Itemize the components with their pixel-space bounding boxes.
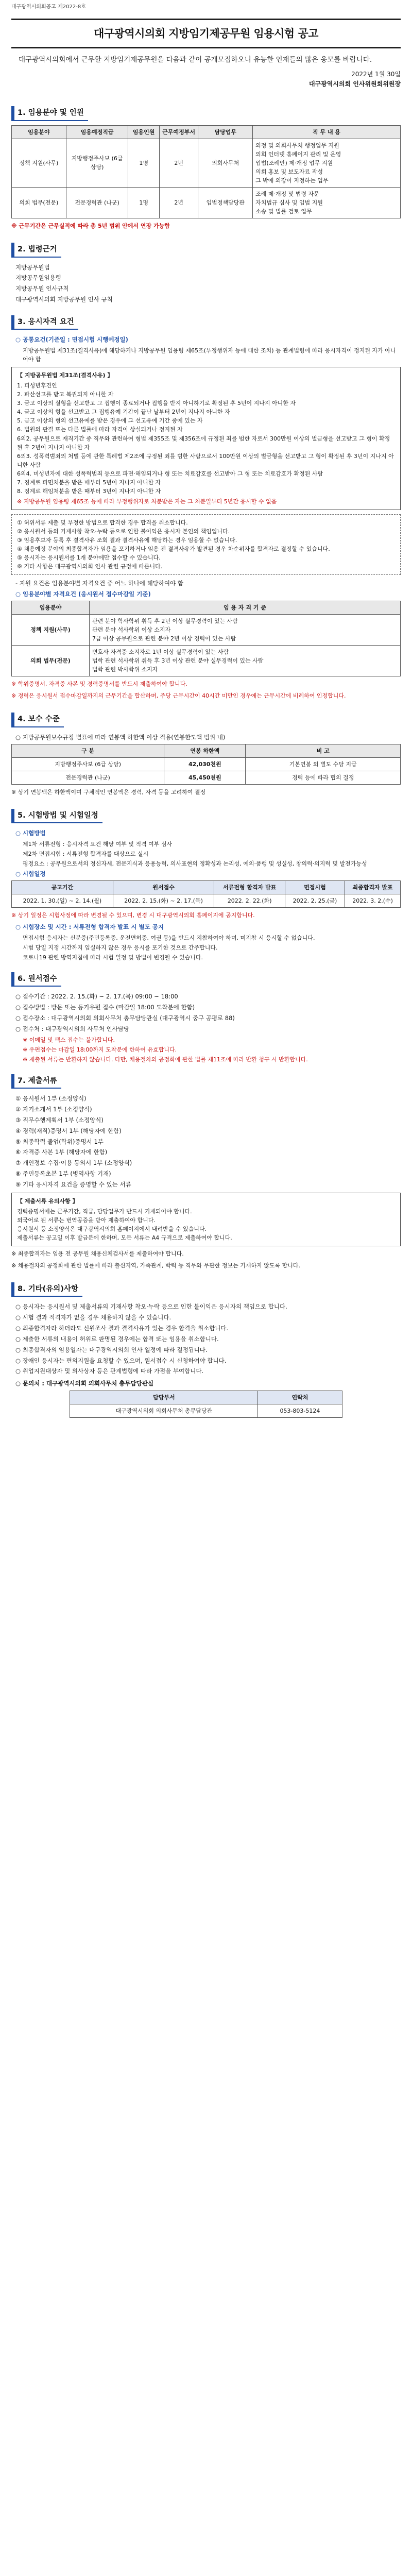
schedule-table-header [12, 880, 401, 894]
disqualification-item: 4. 금고 이상의 형을 선고받고 그 집행유예 기간이 끝난 날부터 2년이 지나지 아니한 자 [17, 409, 230, 416]
req-item: 법학 관련 박사학위 소지자 [92, 666, 158, 673]
other-note-item: ○ 취업지원대상자 및 의사상자 등은 관계법령에 따라 가점을 부여합니다. [15, 1367, 204, 1375]
schedule-cell: 2022. 2. 15.(화) ~ 2. 17.(목) [113, 894, 214, 907]
duty-item: 조례 제·개정 및 법령 자문 [255, 190, 319, 197]
disqualification-item: 3. 금고 이상의 실형을 선고받고 그 집행이 종료되거나 집행을 받지 아니하기로 확정된 후 5년이 지나지 아니한 자 [17, 400, 296, 407]
table-row [12, 757, 401, 771]
common-requirement-heading: ○ 공통요건(기준일 : 면접시험 시행예정일) [15, 336, 128, 344]
document-extra-notes [11, 1249, 401, 1270]
warning-item: ③ 임용후보자 등록 후 결격사유 조회 결과 결격사유에 해당하는 경우 임용할 수 없습니다. [17, 536, 237, 544]
req-criteria-cell [90, 614, 401, 645]
requirement-notes [11, 680, 401, 700]
col-dept: 담당업무 [198, 125, 253, 139]
table-row [12, 139, 401, 187]
exam-place-list [11, 934, 401, 962]
schedule-table-row [12, 894, 401, 907]
required-document-item: ⑤ 최종학력 졸업(학위)증명서 1부 [15, 1138, 104, 1145]
grade-cell: 전문경력관 (나군) [66, 187, 128, 218]
document-number: 대구광역시의회공고 제2022-8호 [11, 4, 86, 10]
other-notes-list [11, 1302, 401, 1376]
warning-item: ② 응시원서 등의 기재사항 착오·누락 등으로 인한 불이익은 응시자 본인의 책임입니다. [17, 528, 230, 535]
pay-table [11, 744, 401, 785]
col-period: 근무예정부서 [159, 125, 198, 139]
requirement-table-body [12, 614, 401, 676]
other-note-item: ○ 시험 결과 적격자가 없을 경우 채용하지 않을 수 있습니다. [15, 1314, 171, 1321]
pay-table-body [12, 757, 401, 784]
table-row [12, 614, 401, 645]
contact-table-body [70, 1404, 342, 1418]
schedule-col: 원서접수 [113, 880, 214, 894]
period-cell: 2년 [159, 139, 198, 187]
disqualification-heading: 【 지방공무원법 제31조(결격사유) 】 [17, 372, 113, 379]
req-item: 7급 이상 공무원으로 관련 분야 2년 이상 경력이 있는 사람 [92, 635, 236, 642]
table-row [12, 771, 401, 784]
exam-method-item: 제1차 서류전형 : 응시자격 요건 해당 여부 및 적격 여부 심사 [23, 840, 173, 848]
exam-method-item: 제2차 면접시험 : 서류전형 합격자를 대상으로 실시 [23, 851, 149, 858]
document-caution-item: 경력증명서에는 근무기간, 직급, 담당업무가 반드시 기재되어야 합니다. [17, 1208, 192, 1215]
required-document-item: ③ 직무수행계획서 1부 (소정양식) [15, 1116, 104, 1124]
section-1-heading: 1. 임용분야 및 인원 [11, 106, 88, 121]
duty-item: 의정 및 의회사무처 행정업무 지원 [255, 142, 339, 149]
legal-basis-list [11, 263, 401, 304]
legal-basis-item: 지방공무원임용령 [15, 274, 61, 282]
schedule-cell: 2022. 3. 2.(수) [345, 894, 401, 907]
duty-item: 소송 및 법률 검토 업무 [255, 208, 312, 215]
disqualification-item: 1. 피성년후견인 [17, 382, 57, 389]
count-cell: 1명 [128, 187, 159, 218]
count-cell: 1명 [128, 139, 159, 187]
pay-col-grade: 구 분 [12, 744, 164, 757]
contact-col-dept: 담당부서 [70, 1391, 258, 1404]
document-caution-heading: 【 제출서류 유의사항 】 [17, 1197, 78, 1205]
schedule-table [11, 880, 401, 908]
other-note-item: ○ 최종합격자의 임용일자는 대구광역시의회 인사 일정에 따라 결정됩니다. [15, 1346, 208, 1353]
pay-col-note: 비 고 [246, 744, 401, 757]
req-criteria-cell [90, 645, 401, 676]
required-document-item: ② 자기소개서 1부 (소정양식) [15, 1106, 92, 1113]
application-note: ※ 이메일 및 팩스 접수는 불가합니다. [23, 1036, 115, 1043]
application-info-item: ○ 접수장소 : 대구광역시의회 의회사무처 총무담당관실 (대구광역시 중구 공평로 88) [15, 1014, 235, 1022]
schedule-cell: 2022. 2. 22.(화) [214, 894, 285, 907]
requirement-table [11, 601, 401, 676]
section-1-note: ※ 근무기간은 근무실적에 따라 총 5년 범위 안에서 연장 가능함 [11, 223, 170, 230]
disqualification-item: 6의4. 미성년자에 대한 성폭력범죄 등으로 파면·해임되거나 형 또는 치료감호를 선고받아 그 형 또는 치료감호가 확정된 사람 [17, 470, 323, 477]
warning-item: ⑥ 기타 사항은 대구광역시의회 인사 관련 규정에 따릅니다. [17, 563, 163, 570]
contact-col-phone: 연락처 [258, 1391, 342, 1404]
exam-method-item: 평정요소 : 공무원으로서의 정신자세, 전문지식과 응용능력, 의사표현의 정확성과 논리성, 예의·품행 및 성실성, 창의력·의지력 및 발전가능성 [23, 860, 367, 868]
contact-heading: ○ 문의처 : 대구광역시의회 의회사무처 총무담당관실 [15, 1380, 153, 1387]
duties-cell [253, 139, 401, 187]
other-note-item: ○ 응시자는 응시원서 및 제출서류의 기재사항 착오·누락 등으로 인한 불이익은 응시자의 책임으로 합니다. [15, 1303, 287, 1311]
disqualification-item: 6. 법원의 판결 또는 다른 법률에 따라 자격이 상실되거나 정지된 자 [17, 426, 183, 433]
document-caution-box [11, 1193, 401, 1246]
application-info-item: ○ 접수기간 : 2022. 2. 15.(화) ~ 2. 17.(목) 09:00 ~ 18:00 [15, 993, 178, 1001]
disqualification-list [17, 381, 395, 496]
document-extra-note: ※ 채용절차의 공정화에 관한 법률에 따라 출신지역, 가족관계, 학력 등 직무와 무관한 정보는 기재하지 않도록 합니다. [11, 1262, 300, 1269]
disqualification-item: 7. 징계로 파면처분을 받은 때부터 5년이 지나지 아니한 자 [17, 479, 161, 486]
document-caution-list [17, 1207, 395, 1242]
requirement-table-header [12, 601, 401, 614]
recruitment-table-header [12, 125, 401, 139]
req-item: 변호사 자격증 소지자로 1년 이상 실무경력이 있는 사람 [92, 648, 229, 655]
application-info-item: ○ 접수방법 : 방문 또는 등기우편 접수 (마감일 18:00 도착분에 한함) [15, 1004, 195, 1011]
req-field-cell: 의회 법무(전문) [12, 645, 90, 676]
duties-cell [253, 187, 401, 218]
section-2-heading: 2. 법령근거 [11, 243, 61, 257]
dept-cell: 입법정책담당관 [198, 187, 253, 218]
duty-item: 의회 인터넷 홈페이지 관리 및 운영 [255, 150, 341, 158]
pay-table-header [12, 744, 401, 757]
recruitment-table [11, 125, 401, 218]
field-requirement-heading: ○ 임용분야별 자격요건 (응시원서 접수마감일 기준) [15, 590, 151, 598]
section-5-heading: 5. 시험방법 및 시험일정 [11, 809, 102, 823]
section-4-heading: 4. 보수 수준 [11, 713, 64, 727]
table-row [12, 187, 401, 218]
document-caution-item: 외국어로 된 서류는 번역공증을 받아 제출하여야 합니다. [17, 1216, 156, 1224]
application-info-item: ○ 접수처 : 대구광역시의회 사무처 인사담당 [15, 1025, 130, 1032]
extra-note: - 지원 요건은 임용분야별 자격요건 중 어느 하나에 해당하여야 함 [15, 580, 183, 587]
issuer: 대구광역시의회 인사위원회위원장 [308, 80, 401, 88]
section-6-heading: 6. 원서접수 [11, 972, 61, 987]
requirement-note: ※ 경력은 응시원서 접수마감일까지의 근무기간을 합산하며, 주당 근무시간이 40시간 미만인 경우에는 근무시간에 비례하여 인정합니다. [11, 692, 346, 700]
pay-grade-cell: 지방행정주사보 (6급 상당) [12, 757, 164, 771]
application-notes [11, 1036, 401, 1064]
disqualification-item: 5. 금고 이상의 형의 선고유예를 받은 경우에 그 선고유예 기간 중에 있는 자 [17, 417, 203, 425]
section-8-heading: 8. 기타(유의)사항 [11, 1282, 82, 1297]
schedule-cell: 2022. 2. 25.(금) [285, 894, 345, 907]
section-3-heading: 3. 응시자격 요건 [11, 315, 78, 330]
legal-basis-item: 대구광역시의회 지방공무원 인사 규칙 [15, 296, 113, 303]
disqualification-box [11, 367, 401, 510]
intro-paragraph: 대구광역시의회에서 근무할 지방임기제공무원을 다음과 같이 공개모집하오니 유능한 인재들의 많은 응모를 바랍니다. [19, 56, 372, 64]
req-item: 법학 관련 석사학위 취득 후 3년 이상 관련 분야 실무경력이 있는 사람 [92, 657, 264, 665]
req-col-criteria: 임 용 자 격 기 준 [90, 601, 401, 614]
pay-grade-cell: 전문경력관 (나군) [12, 771, 164, 784]
legal-basis-item: 지방공무원법 [15, 263, 50, 271]
application-info-list [11, 992, 401, 1033]
pay-note: ※ 상기 연봉액은 하한액이며 구체적인 연봉액은 경력, 자격 등을 고려하여 결정 [11, 788, 206, 795]
disqualification-item: 8. 징계로 해임처분을 받은 때부터 3년이 지나지 아니한 자 [17, 487, 161, 495]
exam-place-item: 시험 당일 지정 시간까지 입실하지 않은 경우 응시를 포기한 것으로 간주합니다. [23, 944, 218, 951]
req-field-cell: 정책 지원(사무) [12, 614, 90, 645]
other-note-item: ○ 장애인 응시자는 편의지원을 요청할 수 있으며, 원서접수 시 신청하여야 합니다. [15, 1357, 227, 1364]
disqualification-item: 6의3. 성폭력범죄의 처벌 등에 관한 특례법 제2조에 규정된 죄를 범한 사람으로서 100만원 이상의 벌금형을 선고받고 그 형이 확정된 후 3년이 지나지 아니한 사람 [17, 452, 394, 468]
requirement-note: ※ 학위증명서, 자격증 사본 및 경력증명서를 반드시 제출하여야 합니다. [11, 681, 187, 688]
required-document-item: ④ 경력(재직)증명서 1부 (해당자에 한함) [15, 1127, 122, 1134]
required-document-item: ⑦ 개인정보 수집·이용 동의서 1부 (소정양식) [15, 1159, 132, 1167]
duty-item: 그 밖에 의장이 지정하는 업무 [255, 177, 329, 184]
exam-method-heading: ○ 시험방법 [15, 829, 46, 837]
col-field: 임용분야 [12, 125, 66, 139]
req-item: 관련 분야 석사학위 이상 소지자 [92, 626, 171, 633]
other-note-item: ○ 제출한 서류의 내용이 허위로 판명된 경우에는 합격 또는 임용을 취소합니다. [15, 1335, 219, 1343]
req-col-field: 임용분야 [12, 601, 90, 614]
schedule-note: ※ 상기 일정은 시험사정에 따라 변경될 수 있으며, 변경 시 대구광역시의회 홈페이지에 공지합니다. [11, 912, 255, 919]
schedule-col: 최종합격자 발표 [345, 880, 401, 894]
dept-cell: 의회사무처 [198, 139, 253, 187]
pay-amount-cell: 45,450천원 [164, 771, 246, 784]
document-caution-item: 제출서류는 공고일 이후 발급분에 한하며, 모든 서류는 A4 규격으로 제출하여야 합니다. [17, 1234, 232, 1241]
schedule-col: 서류전형 합격자 발표 [214, 880, 285, 894]
required-document-item: ① 응시원서 1부 (소정양식) [15, 1095, 87, 1103]
table-row [70, 1404, 342, 1418]
document-title: 대구광역시의회 지방임기제공무원 임용시험 공고 [11, 19, 401, 49]
pay-note-cell: 경력 등에 따라 협의 결정 [246, 771, 401, 784]
other-note-item: ○ 최종합격자라 하더라도 신원조사 결과 결격사유가 있는 경우 합격을 취소합니다. [15, 1325, 229, 1332]
contact-phone-cell: 053-803-5124 [258, 1404, 342, 1418]
exam-place-item: 면접시험 응시자는 신분증(주민등록증, 운전면허증, 여권 등)을 반드시 지참하여야 하며, 미지참 시 응시할 수 없습니다. [23, 934, 315, 941]
document [11, 3, 401, 1418]
recruitment-table-body [12, 139, 401, 218]
schedule-col: 공고기간 [12, 880, 113, 894]
disqualification-item: 2. 파산선고를 받고 복권되지 아니한 자 [17, 391, 114, 398]
exam-method-list [11, 840, 401, 868]
schedule-cell: 2022. 1. 30.(일) ~ 2. 14.(월) [12, 894, 113, 907]
duty-item: 의회 홍보 및 보도자료 작성 [255, 168, 323, 175]
warning-item: ① 허위서류 제출 및 부정한 방법으로 합격한 경우 합격을 취소합니다. [17, 519, 188, 526]
warning-item: ④ 채용예정 분야의 최종합격자가 임용을 포기하거나 임용 전 결격사유가 발견된 경우 차순위자를 합격자로 결정할 수 있습니다. [17, 546, 330, 553]
pay-col-amount: 연봉 하한액 [164, 744, 246, 757]
col-duties: 직 무 내 용 [253, 125, 401, 139]
warning-item: ⑤ 응시자는 응시원서를 1개 분야에만 접수할 수 있습니다. [17, 554, 161, 562]
exam-place-heading: ○ 시험장소 및 시간 : 서류전형 합격자 발표 시 별도 공지 [15, 923, 164, 931]
contact-dept-cell: 대구광역시의회 의회사무처 총무담당관 [70, 1404, 258, 1418]
field-cell: 정책 지원(사무) [12, 139, 66, 187]
application-note: ※ 제출된 서류는 반환하지 않습니다. 다만, 채용절차의 공정화에 관한 법률 제11조에 따라 반환 청구 시 반환합니다. [23, 1056, 308, 1063]
required-document-item: ⑥ 자격증 사본 1부 (해당자에 한함) [15, 1148, 108, 1156]
field-cell: 의회 법무(전문) [12, 187, 66, 218]
duty-item: 입법(조례안) 제·개정 업무 지원 [255, 159, 333, 166]
required-documents-list [11, 1094, 401, 1189]
pay-text: ○ 지방공무원보수규정 별표에 따라 연봉액 하한액 이상 적용(연봉한도액 범위 내) [15, 733, 226, 741]
disqualification-item: 6의2. 공무원으로 재직기간 중 직무와 관련하여 형법 제355조 및 제356조에 규정된 죄를 범한 자로서 300만원 이상의 벌금형을 선고받고 그 형이 확정된 후 2년이 지나지 아니한 자 [17, 435, 390, 451]
contact-table-header [70, 1391, 342, 1404]
grade-cell: 지방행정주사보 (6급 상당) [66, 139, 128, 187]
exam-schedule-heading: ○ 시험일정 [15, 870, 46, 878]
table-row [12, 645, 401, 676]
exam-place-item: 코로나19 관련 방역지침에 따라 시험 일정 및 방법이 변경될 수 있습니다. [23, 954, 203, 961]
col-grade: 임용예정직급 [66, 125, 128, 139]
warning-notes [11, 514, 401, 575]
required-document-item: ⑨ 기타 응시자격 요건을 증명할 수 있는 서류 [15, 1180, 131, 1188]
legal-basis-item: 지방공무원 인사규칙 [15, 285, 69, 293]
duty-item: 자치법규 심사 및 입법 지원 [255, 199, 323, 206]
notice-date: 2022년 1월 30일 [351, 70, 401, 78]
document-extra-note: ※ 최종합격자는 임용 전 공무원 채용신체검사서를 제출하여야 합니다. [11, 1250, 184, 1257]
application-note: ※ 우편접수는 마감일 18:00까지 도착분에 한하여 유효합니다. [23, 1046, 177, 1053]
contact-table [70, 1391, 342, 1418]
common-requirement-text: 지방공무원법 제31조(결격사유)에 해당하거나 지방공무원 임용령 제65조(부정행위자 등에 대한 조치) 등 관계법령에 따라 응시자격이 정지된 자가 아니어야 함 [23, 347, 396, 363]
col-count: 임용인원 [128, 125, 159, 139]
document-caution-item: 응시원서 등 소정양식은 대구광역시의회 홈페이지에서 내려받을 수 있습니다. [17, 1225, 207, 1232]
required-document-item: ⑧ 주민등록초본 1부 (병역사항 기재) [15, 1170, 111, 1178]
schedule-col: 면접시험 [285, 880, 345, 894]
pay-amount-cell: 42,030천원 [164, 757, 246, 771]
section-7-heading: 7. 제출서류 [11, 1074, 61, 1089]
disqualification-note: ※ 지방공무원 임용령 제65조 등에 따라 부정행위자로 처분받은 자는 그 처분일부터 5년간 응시할 수 없음 [17, 498, 277, 505]
req-item: 관련 분야 학사학위 취득 후 2년 이상 실무경력이 있는 사람 [92, 617, 238, 624]
period-cell: 2년 [159, 187, 198, 218]
pay-note-cell: 기본연봉 외 별도 수당 지급 [246, 757, 401, 771]
